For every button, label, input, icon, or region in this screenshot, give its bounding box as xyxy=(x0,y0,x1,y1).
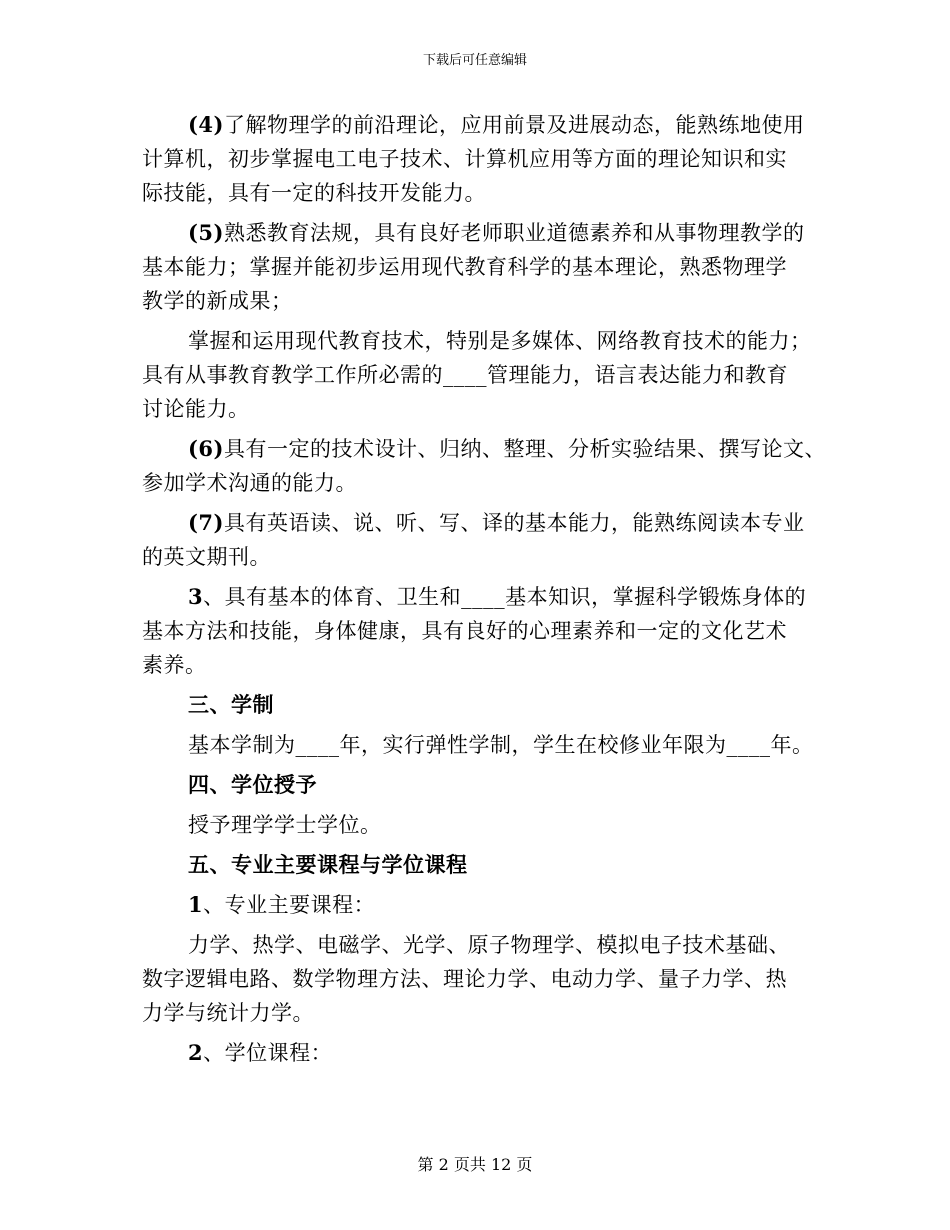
item-number: 2 xyxy=(188,1040,204,1065)
paragraph-degree: 授予理学学士学位。 xyxy=(188,813,382,837)
subheading-main-courses: 1、专业主要课程： xyxy=(188,892,376,917)
document-body xyxy=(142,108,826,1076)
paragraph-5: (5)熟悉教育法规，具有良好老师职业道德素养和从事物理教学的 基本能力；掌握并能初步运用现代教育科学的基本理论，熟悉物理学 教学的新成果； xyxy=(142,220,805,313)
heading-courses: 五、专业主要课程与学位课程 xyxy=(188,852,468,877)
paragraph-6: (6)具有一定的技术设计、归纳、整理、分析实验结果、撰写论文、 参加学术沟通的能力。 xyxy=(142,436,826,495)
item-number: (6) xyxy=(188,436,224,461)
page-footer: 第 2 页共 12 页 xyxy=(417,1155,533,1174)
paragraph-duration: 基本学制为____年，实行弹性学制，学生在校修业年限为____年。 xyxy=(188,733,814,757)
paragraph-4: (4)了解物理学的前沿理论，应用前景及进展动态，能熟练地使用 计算机，初步掌握电工电子技术、计算机应用等方面的理论知识和实 际技能，具有一定的科技开发能力。 xyxy=(142,112,805,205)
subheading-degree-courses: 2、学位课程： xyxy=(188,1040,333,1065)
item-number: 1 xyxy=(188,892,204,917)
paragraph-technology: 掌握和运用现代教育技术，特别是多媒体、网络教育技术的能力； 具有从事教育教学工作所必需的____管理能力，语言表达能力和教育 讨论能力。 xyxy=(142,329,812,421)
paragraph-main-courses: 力学、热学、电磁学、光学、原子物理学、模拟电子技术基础、 数字逻辑电路、数学物理方法、理论力学、电动力学、量子力学、热 力学与统计力学。 xyxy=(142,933,790,1025)
item-number: (5) xyxy=(188,220,224,245)
heading-duration: 三、学制 xyxy=(188,692,274,717)
paragraph-7: (7)具有英语读、说、听、写、译的基本能力，能熟练阅读本专业 的英文期刊。 xyxy=(142,510,805,569)
item-number: (7) xyxy=(188,510,224,535)
item-number: 3 xyxy=(188,584,204,609)
heading-degree: 四、学位授予 xyxy=(188,772,317,797)
page-header: 下载后可任意编辑 xyxy=(422,53,527,68)
item-number: (4) xyxy=(188,112,224,137)
paragraph-3: 3、具有基本的体育、卫生和____基本知识，掌握科学锻炼身体的 基本方法和技能，身体健康，具有良好的心理素养和一定的文化艺术 素养。 xyxy=(142,584,807,677)
